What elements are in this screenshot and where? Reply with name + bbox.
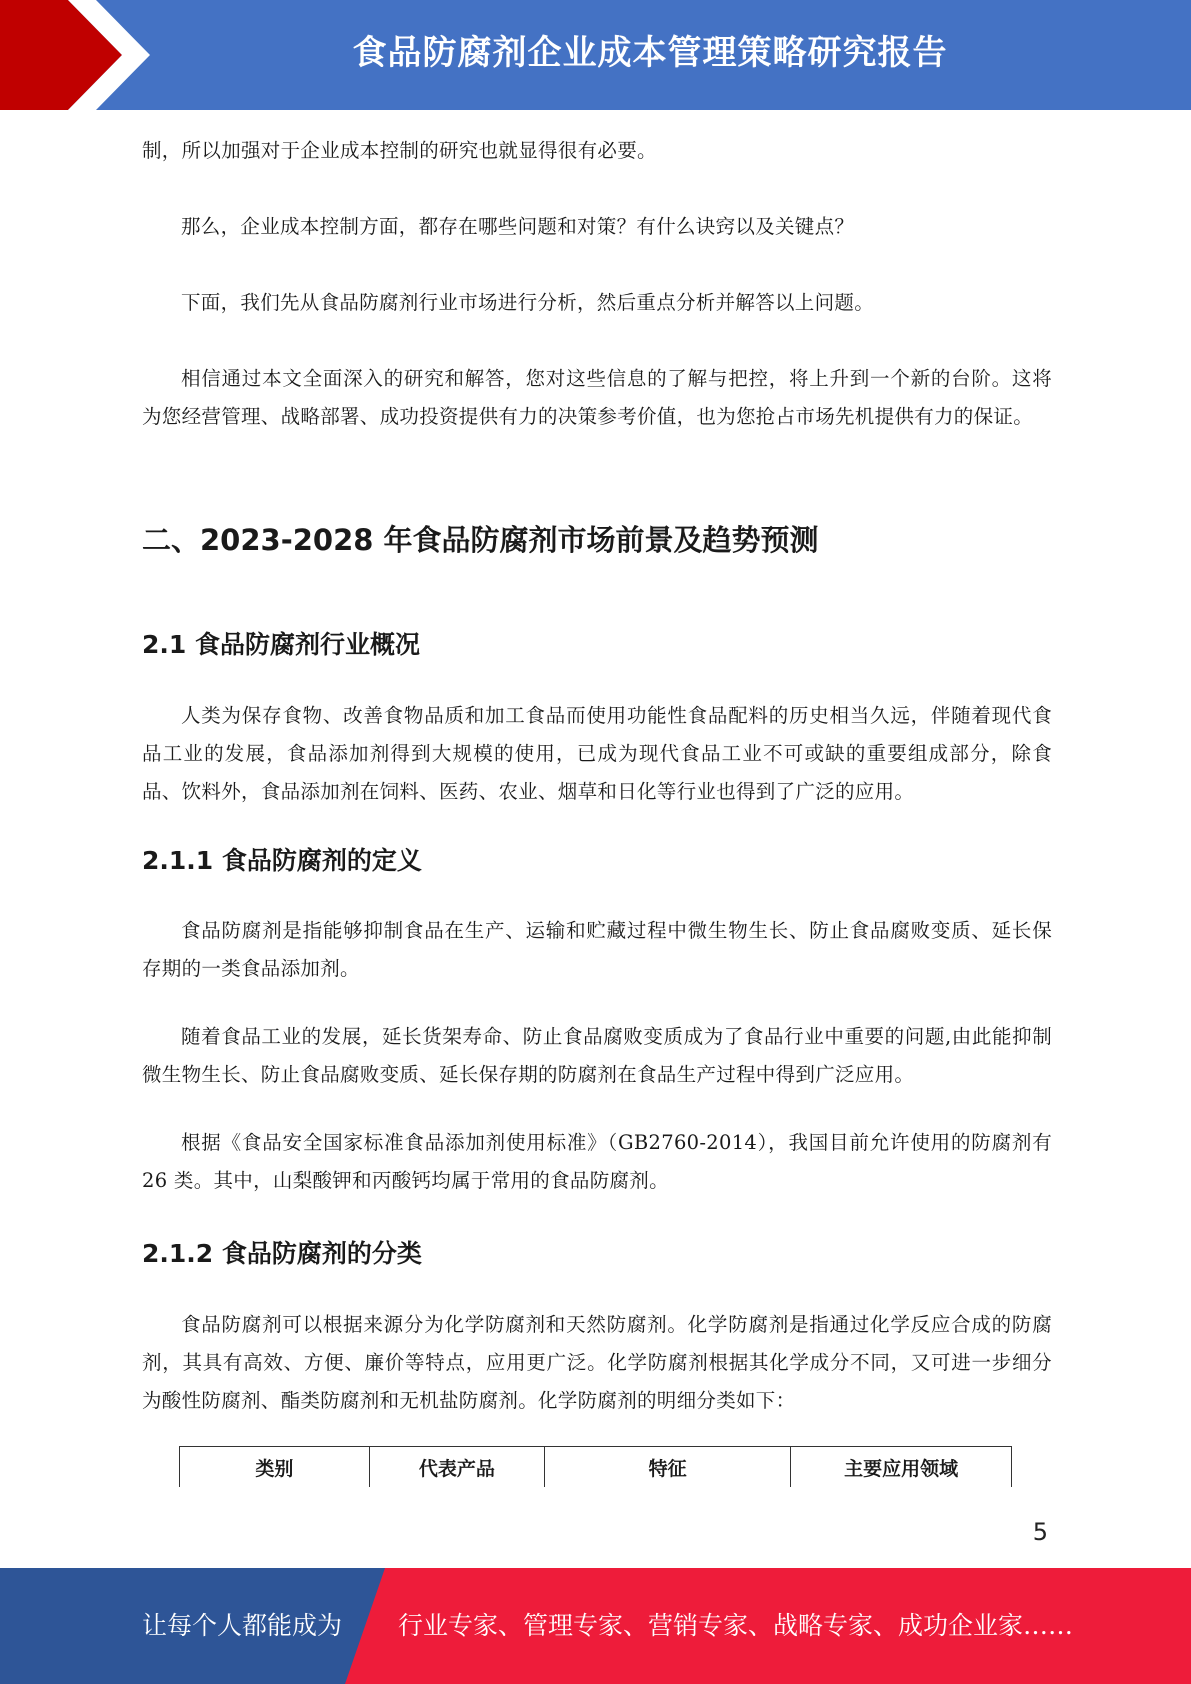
header-title: 食品防腐剂企业成本管理策略研究报告 bbox=[352, 33, 948, 73]
intro-section bbox=[142, 132, 1052, 436]
table-header-cell: 主要应用领域 bbox=[791, 1447, 1012, 1488]
paragraph: 食品防腐剂可以根据来源分为化学防腐剂和天然防腐剂。化学防腐剂是指通过化学反应合成的防腐剂，其具有高效、方便、廉价等特点，应用更广泛。化学防腐剂根据其化学成分不同，又可进一步细分为酸性防腐剂、酯类防腐剂和无机盐防腐剂。化学防腐剂的明细分类如下： bbox=[142, 1313, 1052, 1412]
paragraph: 食品防腐剂是指能够抑制食品在生产、运输和贮藏过程中微生物生长、防止食品腐败变质、延长保存期的一类食品添加剂。 bbox=[142, 919, 1052, 980]
footer-slogan-right: 行业专家、管理专家、营销专家、战略专家、成功企业家…… bbox=[398, 1611, 1074, 1640]
paragraph: 那么，企业成本控制方面，都存在哪些问题和对策？有什么诀窍以及关键点？ bbox=[181, 215, 855, 238]
table-header-cell: 类别 bbox=[180, 1447, 370, 1488]
paragraph: 根据《食品安全国家标准食品添加剂使用标准》（GB2760-2014），我国目前允许使用的防腐剂有 26 类。其中，山梨酸钾和丙酸钙均属于常用的食品防腐剂。 bbox=[142, 1131, 1052, 1192]
section-heading: 二、2023-2028 年食品防腐剂市场前景及趋势预测 bbox=[142, 523, 819, 557]
table-header-cell: 代表产品 bbox=[369, 1447, 544, 1488]
paragraph: 随着食品工业的发展，延长货架寿命、防止食品腐败变质成为了食品行业中重要的问题,由此能抑制微生物生长、防止食品腐败变质、延长保存期的防腐剂在食品生产过程中得到广泛应用。 bbox=[142, 1025, 1052, 1086]
paragraph: 人类为保存食物、改善食物品质和加工食品而使用功能性食品配料的历史相当久远，伴随着现代食品工业的发展，食品添加剂得到大规模的使用，已成为现代食品工业不可或缺的重要组成部分，除食品、饮料外，食品添加剂在饲料、医药、农业、烟草和日化等行业也得到了广泛的应用。 bbox=[142, 704, 1052, 803]
header-arrow-decoration bbox=[0, 0, 160, 110]
footer-slogan-left: 让每个人都能成为 bbox=[142, 1611, 343, 1640]
table-header-row bbox=[180, 1447, 1012, 1488]
subsection-heading: 2.1 食品防腐剂行业概况 bbox=[142, 630, 420, 659]
paragraph: 下面，我们先从食品防腐剂行业市场进行分析，然后重点分析并解答以上问题。 bbox=[181, 291, 875, 314]
page-footer bbox=[0, 1568, 1191, 1684]
paragraph: 相信通过本文全面深入的研究和解答，您对这些信息的了解与把控，将上升到一个新的台阶。这将为您经营管理、战略部署、成功投资提供有力的决策参考价值，也为您抢占市场先机提供有力的保证。 bbox=[142, 367, 1052, 428]
table-header-cell: 特征 bbox=[544, 1447, 790, 1488]
subsection-heading: 2.1.1 食品防腐剂的定义 bbox=[142, 846, 422, 875]
subsection-heading: 2.1.2 食品防腐剂的分类 bbox=[142, 1239, 422, 1268]
paragraph: 制，所以加强对于企业成本控制的研究也就显得很有必要。 bbox=[142, 139, 657, 162]
classification-table bbox=[179, 1446, 1012, 1487]
page-header bbox=[0, 0, 1191, 110]
page-number: 5 bbox=[1032, 1518, 1048, 1546]
